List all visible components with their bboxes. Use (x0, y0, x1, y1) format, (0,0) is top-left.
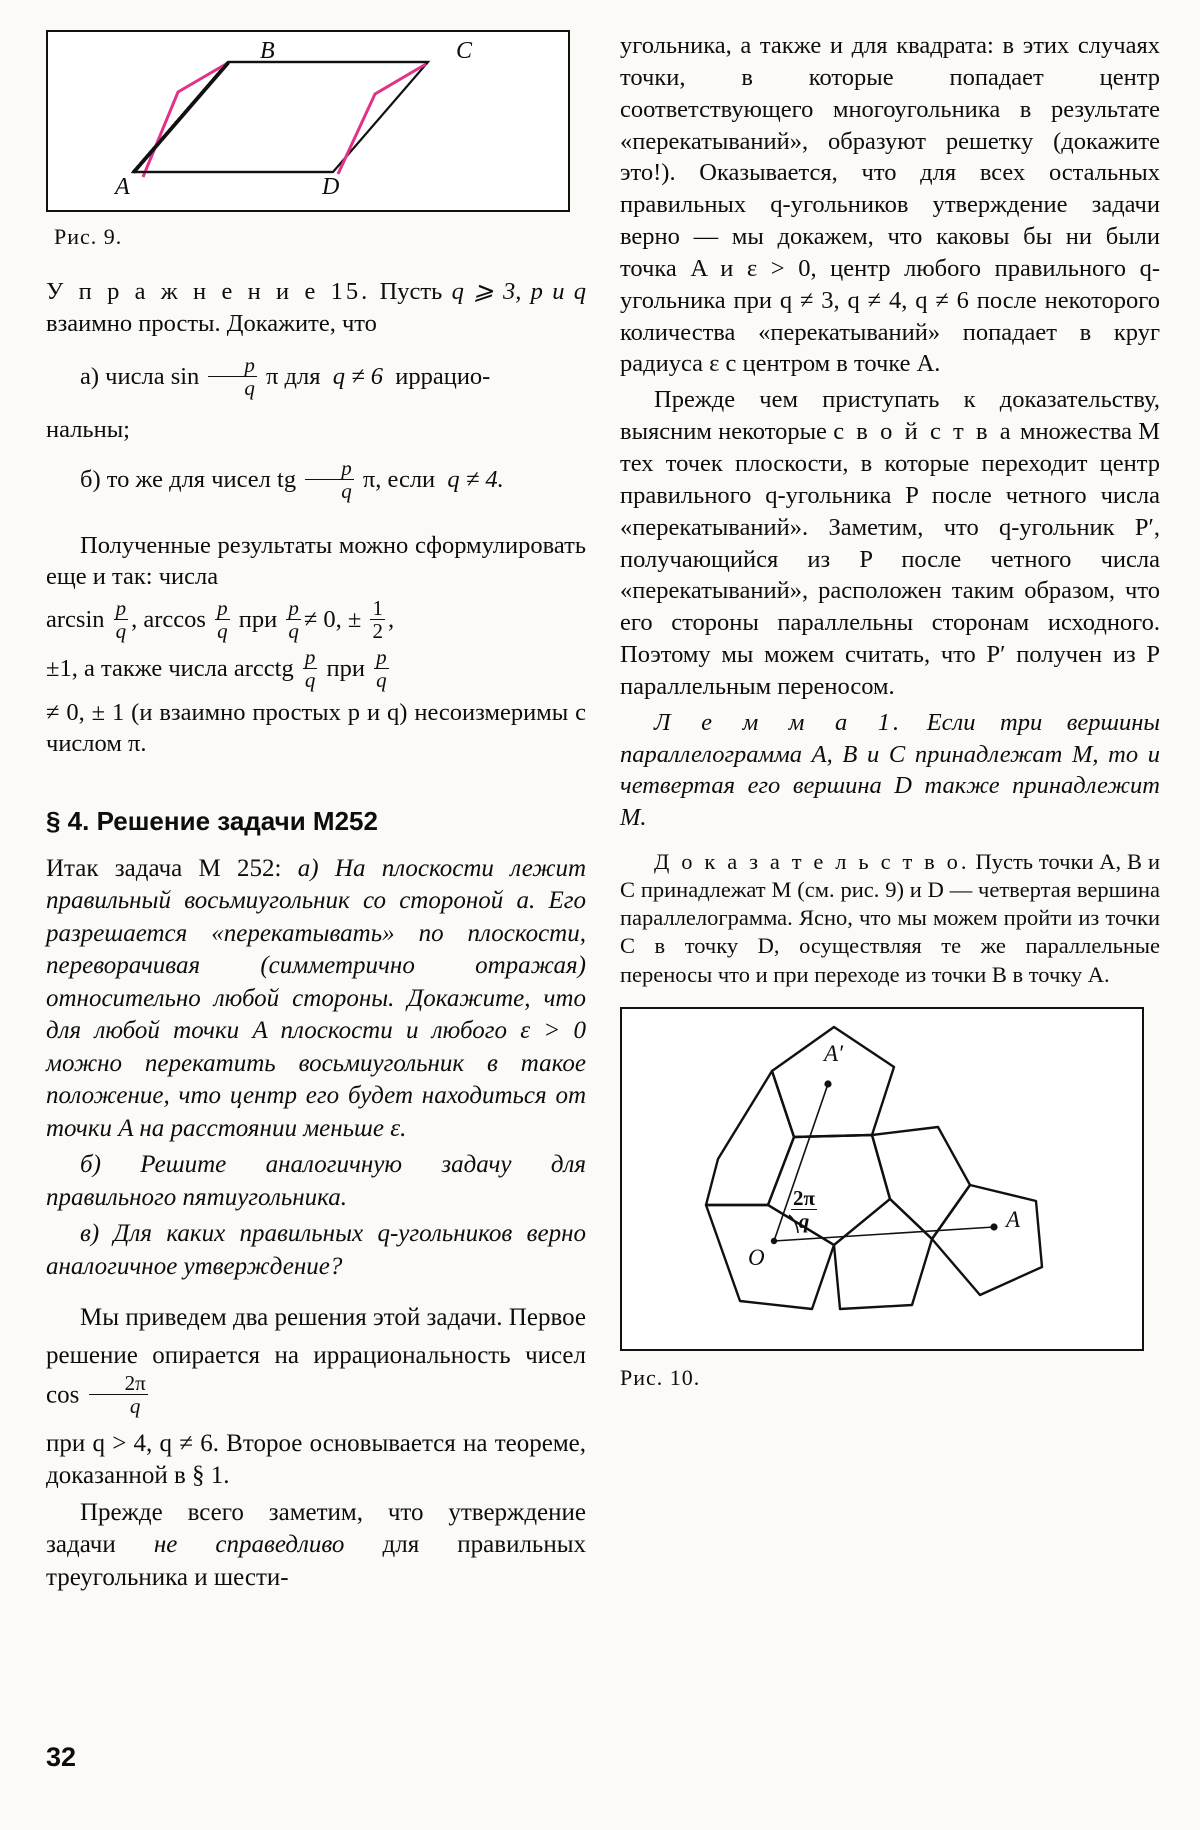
task-a-text: На плоскости лежит правильный восьмиугольник со стороной a. Его разрешается «перекатывать» по плоскости, переворачивая (симметрично отражая) относительно любой стороны. Докажите, что для любой точки A плоскости и любого ε > 0 можно перекатить восьмиугольник в такое положение, что центр его будет находиться от точки A на расстоянии меньше ε. (46, 854, 586, 1142)
figure-10-drawing (622, 1009, 1138, 1345)
page-number: 32 (46, 1742, 77, 1772)
right-paragraph-1: угольника, а также и для квадрата: в этих случаях точки, в которые попадает центр соответствующего многоугольника в результате «перекатываний», образуют решетку (докажите это!). Оказывается, что для всех остальных правильных q-угольников утверждение задачи верно — мы докажем, что каковы бы ни были точка A и ε > 0, центр любого правильного q-угольника при q ≠ 3, q ≠ 4, q ≠ 6 после некоторого количества «перекатываний» попадает в круг радиуса ε с центром в точке A. (620, 32, 1160, 378)
cos-num: 2π (124, 1371, 146, 1396)
solutions-paragraph-2: при q > 4, q ≠ 6. Второе основывается на теореме, доказанной в § 1. (46, 1429, 586, 1489)
task-intro: Итак задача М 252: (46, 854, 282, 882)
right-p2-text-c: множества M тех точек плоскости, в которые переходит центр правильного q-угольника P после четного числа «перекатываний». Заметим, что q-угольник P′, получающийся из P после четного числа «перекатываний», расположен таким образом, что его стороны параллельны сторонам исходного. Поэтому мы можем считать, что P′ получен из P параллельным переносом. (620, 418, 1161, 700)
pq-num: p (288, 595, 299, 620)
item-a-denominator: q (208, 376, 257, 399)
item-b-condition: q ≠ 4. (447, 465, 504, 493)
paragraph-results-4: ≠ 0, ± 1 (и взаимно простых p и q) несоизмеримы с числом π. (46, 698, 586, 758)
arcctg-label: ±1, а также числа arcctg (46, 655, 294, 683)
item-a-fraction (208, 354, 257, 399)
half-num: 1 (372, 595, 383, 620)
arcsin-num: p (115, 595, 127, 620)
item-a-condition: q ≠ 6 (332, 362, 383, 390)
figure-9-caption: Рис. 9. (54, 224, 123, 249)
item-a-numerator: p (244, 352, 255, 377)
arccos-num: p (217, 595, 228, 620)
arcsin-label: arcsin (46, 605, 105, 633)
lemma-paragraph (620, 707, 1160, 834)
arccos-den: q (217, 618, 228, 643)
fig9-label-A: A (115, 174, 130, 200)
arcsin-fraction (114, 597, 129, 642)
task-paragraph (46, 853, 586, 1146)
half-fraction (370, 597, 385, 642)
exercise-15-text-1: Пусть (379, 278, 443, 305)
proof-paragraph (620, 848, 1160, 989)
exercise-15-label: У п р а ж н е н и е 15. (46, 278, 371, 305)
task-a-label: а) (297, 854, 319, 882)
cos-fraction (89, 1372, 148, 1417)
exercise-item-b (46, 455, 586, 504)
fig10-angle-num: 2π (793, 1185, 816, 1210)
exercise-15-text-2: q ⩾ 3, p и q (451, 278, 587, 305)
item-b-fraction (305, 457, 354, 502)
arcctg-den: q (304, 667, 316, 692)
exercise-15 (46, 276, 586, 340)
pq2-num: p (376, 644, 387, 669)
lemma-text: Если три вершины параллелограмма A, B и C принадлежат M, то и четвертая его вершина D также принадлежит M. (620, 708, 1161, 832)
fig10-angle-den: q (791, 1209, 817, 1232)
fig10-angle-fraction (791, 1187, 817, 1232)
fig10-label-A-prime: A′ (824, 1040, 844, 1066)
item-b-prefix: б) то же для чисел tg (80, 465, 297, 493)
paragraph-results-2: arcsin $\frac{p}{q}$ , arccos $\frac{p}{q}$ при $\frac{p}{q}$ ≠ 0, ± $\frac{1}{2}$ , (46, 595, 395, 643)
arccos-label: arccos (143, 605, 206, 633)
item-a-tail: иррацио- (395, 362, 491, 390)
fig9-label-D: D (322, 174, 340, 200)
cos-den: q (89, 1394, 148, 1417)
item-a-prefix: а) числа sin (80, 362, 200, 390)
arcctg-fraction (303, 646, 318, 691)
half-den: 2 (372, 618, 383, 643)
item-b-denominator: q (305, 479, 354, 502)
figure-10 (620, 1007, 1144, 1351)
exercise-item-a (46, 352, 586, 449)
solutions-text-1: Мы приведем два решения этой задачи. Первое решение опирается на иррациональность чисел cos (46, 1304, 586, 1409)
exercise-15-text-3: взаимно просты. Докажите, что (46, 309, 377, 337)
results-pri-2: при (326, 655, 365, 683)
item-a-mid: π для (266, 362, 321, 390)
right-p2-svoistva: с в о й с т в а (833, 418, 1014, 446)
task-b-text: б) Решите аналогичную задачу для правильного пятиугольника. (46, 1151, 586, 1211)
solutions-paragraph-3 (46, 1497, 586, 1595)
section-heading: § 4. Решение задачи М252 (46, 805, 378, 836)
fig9-label-B: B (260, 38, 275, 64)
item-b-numerator: p (341, 455, 352, 480)
right-column (620, 30, 1160, 1391)
figure-10-caption: Рис. 10. (620, 1364, 701, 1390)
results-neq0: ≠ 0, ± (303, 605, 362, 633)
proof-text: Пусть точки A, B и C принадлежат M (см. рис. 9) и D — четвертая вершина параллелограмма. Ясно, что мы можем пройти из точки C в точку D, осуществляя те же параллельные переносы что и при переходе из точки B в точку A. (620, 849, 1160, 987)
pq-fraction (286, 597, 301, 642)
solutions-text-3c: для правильных треугольника и шести- (46, 1531, 587, 1591)
arcsin-den: q (115, 618, 127, 643)
task-v-text: в) Для каких правильных q-угольников верно аналогичное утверждение? (46, 1220, 586, 1280)
results-pri: при (238, 605, 278, 633)
solutions-text-3b: не справедливо (153, 1531, 345, 1558)
figure-9 (46, 30, 570, 212)
arcctg-num: p (304, 644, 316, 669)
right-p2-text-a: Прежде чем приступать к доказательству, выясним некоторые (620, 386, 1160, 446)
item-a-tail2: нальны; (46, 415, 130, 443)
pq-fraction-2 (374, 646, 389, 691)
item-b-mid: π, если (362, 465, 436, 493)
arccos-fraction (215, 597, 230, 642)
lemma-label: Л е м м а 1. (654, 708, 903, 736)
proof-label: Д о к а з а т е л ь с т в о. (654, 849, 970, 875)
pq-den: q (288, 618, 299, 643)
fig10-label-A: A (1006, 1206, 1021, 1232)
fig9-label-C: C (456, 38, 473, 64)
solutions-text-3a: Прежде всего заметим, что утверждение задачи (46, 1498, 586, 1558)
paragraph-results-1: Полученные результаты можно сформулировать еще и так: числа (46, 531, 586, 591)
fig10-label-O: O (748, 1244, 765, 1270)
solutions-paragraph-1 (46, 1299, 586, 1419)
right-paragraph-2 (620, 384, 1160, 702)
pq2-den: q (376, 667, 387, 692)
paragraph-results-3 (46, 644, 586, 693)
left-column (46, 30, 586, 1594)
